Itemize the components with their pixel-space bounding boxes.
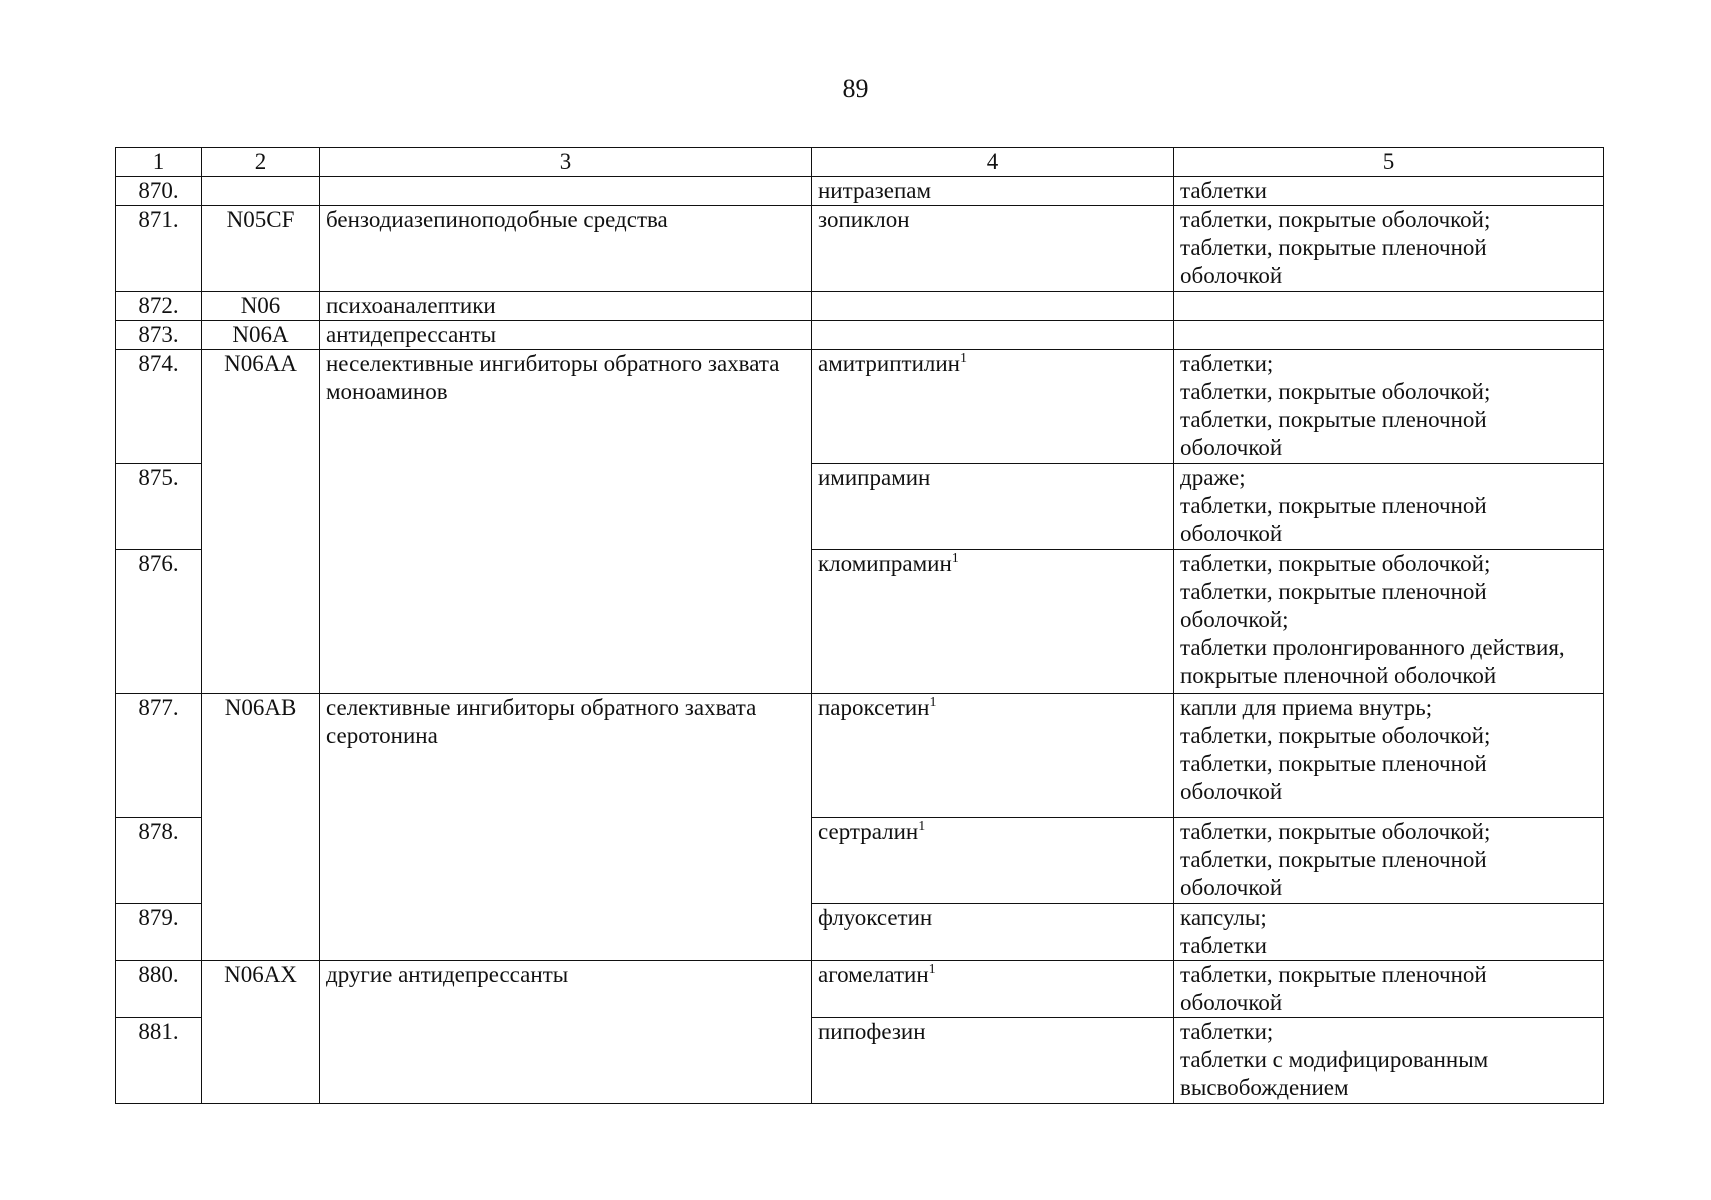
atc-code (202, 177, 320, 206)
drug-name-text: амитриптилин (818, 351, 960, 376)
drug-name (812, 206, 1174, 292)
dosage-form-line: оболочкой (1180, 435, 1283, 460)
row-number: 870. (116, 177, 202, 206)
drug-name (812, 961, 1174, 1018)
drug-name (812, 464, 1174, 550)
footnote-mark: 1 (918, 819, 926, 834)
dosage-form-line: таблетки, покрытые оболочкой; (1180, 819, 1491, 844)
footnote-mark: 1 (929, 695, 937, 710)
dosage-form-line: оболочкой (1180, 875, 1283, 900)
dosage-forms (1174, 206, 1604, 292)
drug-name-text: пипофезин (818, 1019, 926, 1044)
page-number: 89 (842, 74, 869, 103)
drug-name-text: флуоксетин (818, 905, 933, 930)
dosage-form-line: таблетки, покрытые оболочкой; (1180, 207, 1491, 232)
table-row (116, 292, 1604, 321)
group-name: другие антидепрессанты (320, 961, 812, 1104)
dosage-form-line: оболочкой (1180, 779, 1283, 804)
dosage-form-line: таблетки (1180, 178, 1267, 203)
table-row (116, 177, 1604, 206)
dosage-form-line: таблетки, покрытые пленочной (1180, 235, 1487, 260)
dosage-forms (1174, 177, 1604, 206)
drug-name (812, 177, 1174, 206)
column-header: 2 (202, 148, 320, 177)
dosage-forms (1174, 961, 1604, 1018)
dosage-form-line: таблетки, покрытые пленочной (1180, 962, 1487, 987)
atc-code: N06 (202, 292, 320, 321)
dosage-form-line: таблетки, покрытые пленочной (1180, 407, 1487, 432)
group-name: неселективные ингибиторы обратного захвата моноаминов (320, 350, 812, 694)
dosage-forms (1174, 694, 1604, 818)
dosage-form-line: таблетки, покрытые пленочной (1180, 847, 1487, 872)
row-number: 872. (116, 292, 202, 321)
group-name: селективные ингибиторы обратного захвата серотонина (320, 694, 812, 961)
drug-table (115, 147, 1604, 1104)
table-row (116, 321, 1604, 350)
drug-name-text: имипрамин (818, 465, 931, 490)
table-row (116, 694, 1604, 818)
group-name: психоаналептики (320, 292, 812, 321)
dosage-forms (1174, 292, 1604, 321)
dosage-form-line: покрытые пленочной оболочкой (1180, 663, 1497, 688)
dosage-forms (1174, 550, 1604, 694)
column-header: 5 (1174, 148, 1604, 177)
row-number: 873. (116, 321, 202, 350)
dosage-form-line: оболочкой (1180, 521, 1283, 546)
dosage-form-line: высвобождением (1180, 1075, 1349, 1100)
column-header: 1 (116, 148, 202, 177)
row-number: 877. (116, 694, 202, 818)
dosage-form-line: оболочкой (1180, 990, 1283, 1015)
drug-name (812, 694, 1174, 818)
dosage-form-line: таблетки, покрытые оболочкой; (1180, 723, 1491, 748)
drug-name-text: пароксетин (818, 695, 930, 720)
dosage-forms (1174, 464, 1604, 550)
dosage-form-line: оболочкой (1180, 263, 1283, 288)
atc-code: N06AX (202, 961, 320, 1104)
dosage-form-line: таблетки, покрытые пленочной (1180, 751, 1487, 776)
table-row (116, 961, 1604, 1018)
table-row (116, 206, 1604, 292)
dosage-form-line: таблетки; (1180, 351, 1274, 376)
dosage-form-line: капли для приема внутрь; (1180, 695, 1433, 720)
drug-name (812, 904, 1174, 961)
dosage-forms (1174, 904, 1604, 961)
footnote-mark: 1 (928, 962, 936, 977)
atc-code: N05CF (202, 206, 320, 292)
header-row (116, 148, 1604, 177)
dosage-forms (1174, 1018, 1604, 1104)
atc-code: N06AB (202, 694, 320, 961)
dosage-form-line: таблетки (1180, 933, 1267, 958)
group-name: антидепрессанты (320, 321, 812, 350)
dosage-forms (1174, 818, 1604, 904)
dosage-form-line: таблетки, покрытые оболочкой; (1180, 551, 1491, 576)
dosage-forms (1174, 321, 1604, 350)
row-number: 881. (116, 1018, 202, 1104)
group-name: бензодиазепиноподобные средства (320, 206, 812, 292)
drug-name (812, 350, 1174, 464)
dosage-forms (1174, 350, 1604, 464)
drug-name (812, 1018, 1174, 1104)
row-number: 876. (116, 550, 202, 694)
drug-name-text: зопиклон (818, 207, 910, 232)
drug-name (812, 550, 1174, 694)
atc-code: N06AA (202, 350, 320, 694)
drug-name-text: кломипрамин (818, 551, 952, 576)
dosage-form-line: таблетки, покрытые пленочной (1180, 579, 1487, 604)
row-number: 871. (116, 206, 202, 292)
dosage-form-line: таблетки пролонгированного действия, (1180, 635, 1565, 660)
dosage-form-line: таблетки с модифицированным (1180, 1047, 1489, 1072)
row-number: 875. (116, 464, 202, 550)
group-name (320, 177, 812, 206)
dosage-form-line: драже; (1180, 465, 1246, 490)
dosage-form-line: капсулы; (1180, 905, 1267, 930)
drug-name (812, 818, 1174, 904)
column-header: 3 (320, 148, 812, 177)
drug-name (812, 292, 1174, 321)
column-header: 4 (812, 148, 1174, 177)
drug-name-text: нитразепам (818, 178, 932, 203)
row-number: 874. (116, 350, 202, 464)
footnote-mark: 1 (959, 351, 967, 366)
row-number: 878. (116, 818, 202, 904)
dosage-form-line: таблетки; (1180, 1019, 1274, 1044)
row-number: 880. (116, 961, 202, 1018)
drug-name-text: агомелатин (818, 962, 929, 987)
footnote-mark: 1 (951, 551, 959, 566)
dosage-form-line: таблетки, покрытые оболочкой; (1180, 379, 1491, 404)
row-number: 879. (116, 904, 202, 961)
table-row (116, 350, 1604, 464)
drug-name-text: сертралин (818, 819, 919, 844)
drug-name (812, 321, 1174, 350)
atc-code: N06A (202, 321, 320, 350)
dosage-form-line: оболочкой; (1180, 607, 1289, 632)
dosage-form-line: таблетки, покрытые пленочной (1180, 493, 1487, 518)
